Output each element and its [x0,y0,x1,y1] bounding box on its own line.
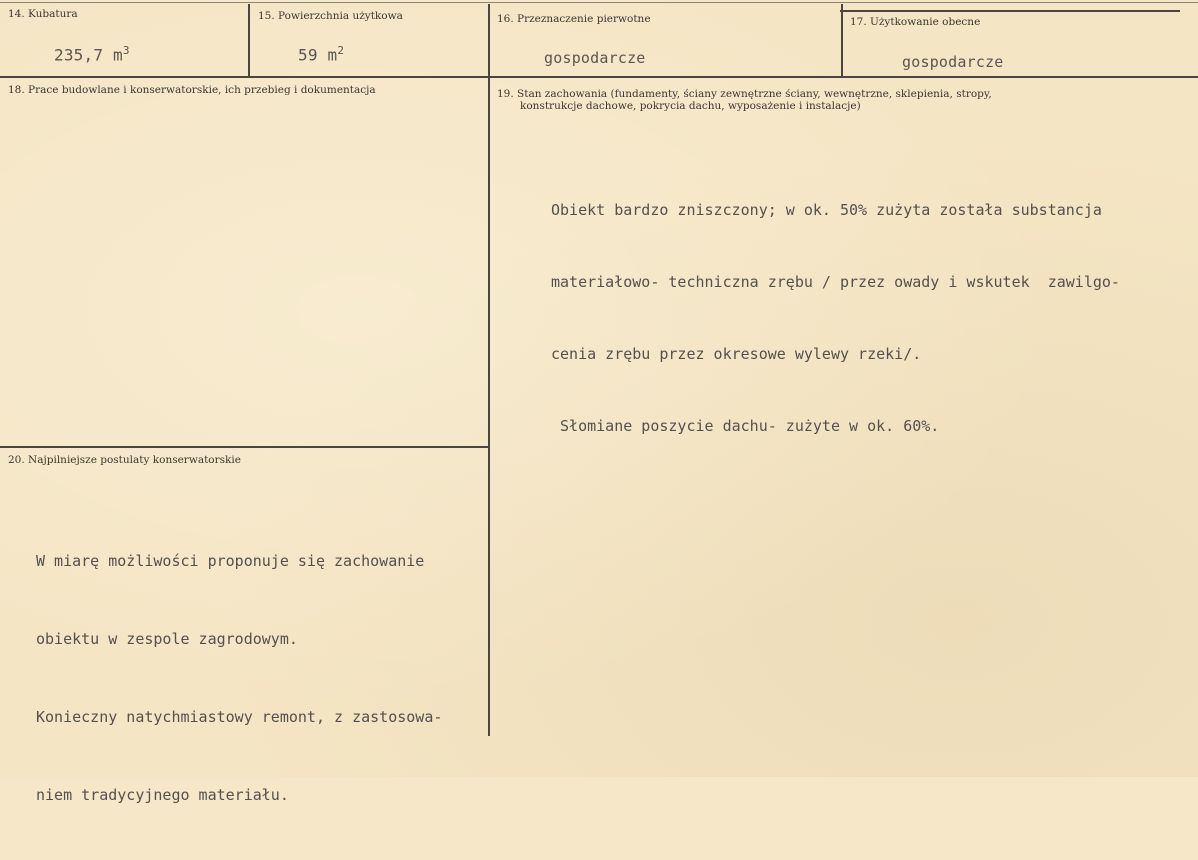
field-18-label: 18. Prace budowlane i konserwatorskie, ich przebieg i dokumentacja [8,84,376,96]
field-15-number: 59 [298,45,318,65]
field-20-line-1: W miarę możliwości proponuje się zachowanie [36,552,425,570]
field-20-line-4: niem tradycyjnego materiału. [36,786,289,804]
field-16-value: gospodarcze [544,49,646,67]
field-19-line-2: materiałowo- techniczna zrębu / przez owady i wskutek zawilgo- [551,273,1120,291]
field-15-label: 15. Powierzchnia użytkowa [258,10,403,22]
field-16-label: 16. Przeznaczenie pierwotne [497,13,651,25]
field-19-line-1: Obiekt bardzo zniszczony; w ok. 50% zużyta została substancja [551,201,1102,219]
top-rule [0,2,1198,3]
field-14-value [54,44,130,64]
field-17-value: gospodarcze [902,53,1004,71]
field-15-value [298,44,344,64]
field-20-label: 20. Najpilniejsze postulaty konserwatorskie [8,454,241,466]
field-19-line-3: cenia zrębu przez okresowe wylewy rzeki/. [551,345,922,363]
top-rule-2 [840,10,1180,12]
field-14-unit: m [113,45,123,65]
field-15-exp: 2 [337,44,345,57]
field-17-label: 17. Użytkowanie obecne [850,16,981,28]
field-20-line-3: Konieczny natychmiastowy remont, z zastosowa- [36,708,443,726]
field-19-line-4: Słomiane poszycie dachu- zużyte w ok. 60%. [551,417,940,435]
col-divider-14-15 [248,4,250,76]
col-divider-16-17 [841,4,843,78]
field-19-label-line1: 19. Stan zachowania (fundamenty, ściany zewnętrzne ściany, wewnętrzne, sklepienia, stropy, [497,88,992,100]
field-14-number: 235,7 [54,45,104,65]
field-14-exp: 3 [122,44,130,57]
field-19-label-line2: konstrukcje dachowe, pokrycia dachu, wyposażenie i instalacje) [520,100,861,112]
row1-bottom-rule [0,76,1198,78]
field-20-line-2: obiektu w zespole zagrodowym. [36,630,298,648]
col-divider-15-16 [488,4,490,736]
f18-bottom-rule [0,446,490,448]
field-20-text [36,496,442,860]
field-19-text [551,150,1120,486]
field-14-label: 14. Kubatura [8,8,78,20]
field-15-unit: m [327,45,338,65]
